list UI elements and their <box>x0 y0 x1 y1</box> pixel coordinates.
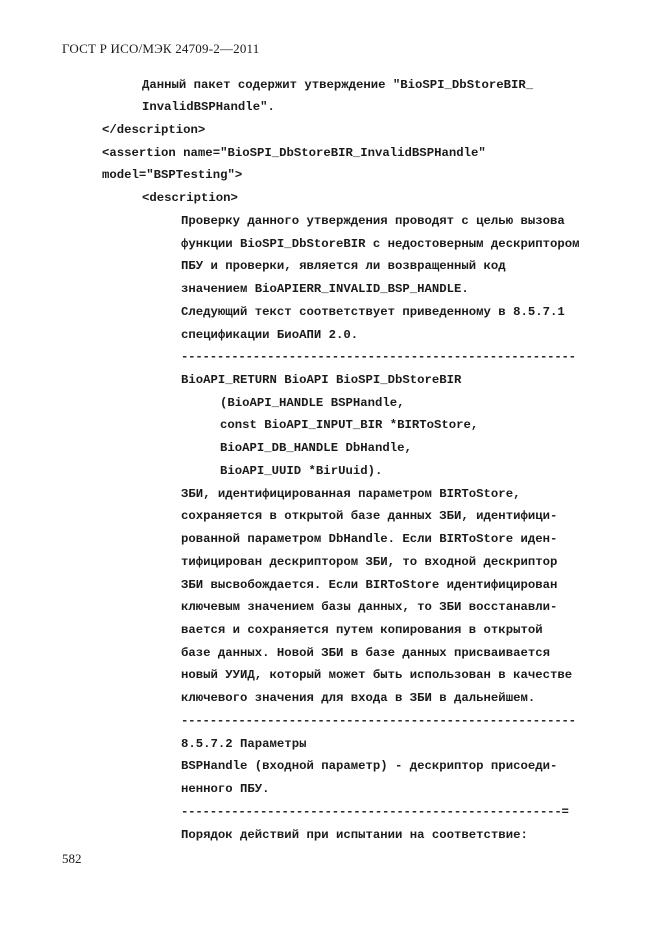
text-line: <description> <box>142 191 238 205</box>
text-line: ненного ПБУ. <box>181 782 270 796</box>
text-line: значением BioAPIERR_INVALID_BSP_HANDLE. <box>181 282 469 296</box>
text-line: ЗБИ высвобождается. Если BIRToStore идентифицирован <box>181 578 558 592</box>
text-line: функции BioSPI_DbStoreBIR с недостоверным дескриптором <box>181 237 580 251</box>
text-line: рованной параметром DbHandle. Если BIRToStore иден- <box>181 532 558 546</box>
section-heading: 8.5.7.2 Параметры <box>181 737 307 751</box>
text-line: новый УУИД, который может быть использован в качестве <box>181 668 573 682</box>
separator-line: ------------------------------------------------------- <box>181 350 576 364</box>
document-header: ГОСТ Р ИСО/МЭК 24709-2—2011 <box>62 41 260 56</box>
text-line: вается и сохраняется путем копирования в открытой <box>181 623 543 637</box>
text-line: (BioAPI_HANDLE BSPHandle, <box>220 396 405 410</box>
separator-line: -----------------------------------------------------= <box>181 805 569 819</box>
text-line: Порядок действий при испытании на соответствие: <box>181 828 528 842</box>
text-line: ПБУ и проверки, является ли возвращенный код <box>181 259 506 273</box>
text-line: базе данных. Новой ЗБИ в базе данных присваивается <box>181 646 550 660</box>
text-line: спецификации БиоАПИ 2.0. <box>181 328 359 342</box>
text-line: ключевым значением базы данных, то ЗБИ восстанавли- <box>181 600 558 614</box>
text-line: BioAPI_UUID *BirUuid). <box>220 464 383 478</box>
separator-line: ------------------------------------------------------- <box>181 714 576 728</box>
text-line: ключевого значения для входа в ЗБИ в дальнейшем. <box>181 691 536 705</box>
text-line: Проверку данного утверждения проводят с целью вызова <box>181 214 565 228</box>
text-line: ЗБИ, идентифицированная параметром BIRToStore, <box>181 487 521 501</box>
text-line: BioAPI_DB_HANDLE DbHandle, <box>220 441 412 455</box>
page-number: 582 <box>62 851 82 866</box>
text-line: BioAPI_RETURN BioAPI BioSPI_DbStoreBIR <box>181 373 462 387</box>
text-line: тифицирован дескриптором ЗБИ, то входной дескриптор <box>181 555 558 569</box>
text-line: Данный пакет содержит утверждение "BioSPI_DbStoreBIR_ <box>142 78 534 92</box>
text-line: <assertion name="BioSPI_DbStoreBIR_InvalidBSPHandle" <box>102 146 486 160</box>
text-line: Следующий текст соответствует приведенному в 8.5.7.1 <box>181 305 565 319</box>
text-line: </description> <box>102 123 206 137</box>
text-line: InvalidBSPHandle". <box>142 100 275 114</box>
text-line: const BioAPI_INPUT_BIR *BIRToStore, <box>220 418 479 432</box>
text-line: model="BSPTesting"> <box>102 168 243 182</box>
text-line: BSPHandle (входной параметр) - дескриптор присоеди- <box>181 759 558 773</box>
text-line: сохраняется в открытой базе данных ЗБИ, идентифици- <box>181 509 558 523</box>
